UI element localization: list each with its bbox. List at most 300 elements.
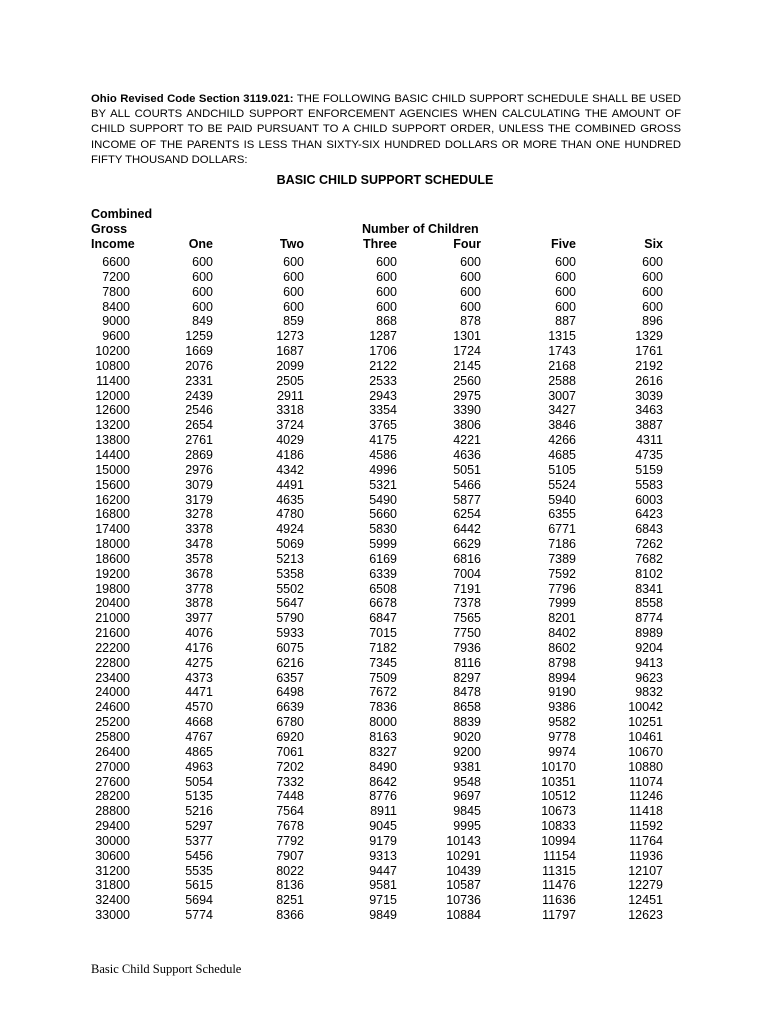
- amount-cell: 3463: [635, 403, 663, 418]
- table-row: [0, 745, 663, 760]
- amount-cell: 4668: [185, 715, 213, 730]
- amount-cell: 7332: [276, 774, 304, 789]
- income-cell: 15600: [95, 477, 130, 492]
- intro-text: THE FOLLOWING BASIC CHILD SUPPORT SCHEDULE SHALL BE USED BY ALL COURTS ANDCHILD SUPPORT ENFORCEMENT AGENCIES WHEN CALCULATING THE AMOUNT OF CHILD SUPPORT TO BE PAID PURSUANT TO A CHILD SUPPORT ORDER, UNLESS THE COMBINED GROSS INCOME OF THE PARENTS IS LESS THAN SIXTY-SIX HUNDRED DOLLARS OR MORE THAN ONE HUNDRED FIFTY THOUSAND DOLLARS:: [91, 93, 681, 166]
- amount-cell: 6003: [635, 492, 663, 507]
- amount-cell: 5940: [548, 492, 576, 507]
- amount-cell: 4342: [276, 462, 304, 477]
- amount-cell: 600: [283, 284, 304, 299]
- header-number-of-children: Number of Children: [362, 222, 479, 236]
- amount-cell: 2560: [453, 373, 481, 388]
- amount-cell: 11797: [542, 908, 576, 923]
- amount-cell: 8658: [453, 700, 481, 715]
- amount-cell: 5216: [185, 804, 213, 819]
- amount-cell: 5054: [185, 774, 213, 789]
- amount-cell: 1287: [369, 329, 397, 344]
- amount-cell: 6920: [276, 730, 304, 744]
- amount-cell: 2122: [369, 358, 397, 373]
- amount-cell: 1273: [276, 329, 304, 344]
- amount-cell: 4767: [185, 730, 213, 744]
- amount-cell: 10351: [541, 774, 576, 789]
- amount-cell: 10736: [446, 893, 481, 908]
- amount-cell: 8402: [548, 626, 576, 641]
- table-row: [0, 448, 663, 463]
- amount-cell: 6847: [369, 611, 397, 626]
- amount-cell: 10670: [628, 744, 663, 759]
- amount-cell: 5774: [185, 908, 213, 923]
- amount-cell: 8102: [635, 566, 663, 581]
- amount-cell: 7389: [548, 551, 576, 566]
- amount-cell: 600: [642, 284, 663, 299]
- amount-cell: 4570: [185, 700, 213, 715]
- table-row: [0, 463, 663, 478]
- amount-cell: 8994: [548, 670, 576, 685]
- income-cell: 7200: [102, 269, 130, 284]
- amount-cell: 12623: [628, 908, 663, 923]
- income-cell: 10200: [95, 344, 130, 359]
- amount-cell: 11418: [629, 804, 663, 819]
- amount-cell: 8989: [635, 626, 663, 641]
- amount-cell: 8602: [548, 640, 576, 655]
- table-row: [0, 314, 663, 329]
- income-cell: 28800: [95, 804, 130, 819]
- income-cell: 29400: [95, 819, 130, 834]
- income-cell: 31800: [95, 878, 130, 893]
- income-cell: 28200: [95, 789, 130, 804]
- amount-cell: 8478: [453, 685, 481, 700]
- income-cell: 30600: [95, 848, 130, 863]
- amount-cell: 7682: [635, 551, 663, 566]
- amount-cell: 8201: [548, 611, 576, 626]
- amount-cell: 8366: [276, 908, 304, 923]
- amount-cell: 4029: [276, 433, 304, 448]
- amount-cell: 10251: [628, 715, 663, 730]
- amount-cell: 6639: [276, 700, 304, 715]
- amount-cell: 7796: [548, 581, 576, 596]
- table-row: [0, 789, 663, 804]
- amount-cell: 600: [460, 284, 481, 299]
- table-row: [0, 522, 663, 537]
- amount-cell: 1743: [548, 344, 576, 359]
- amount-cell: 3678: [185, 566, 213, 581]
- amount-cell: 4996: [369, 462, 397, 477]
- amount-cell: 5297: [185, 819, 213, 834]
- amount-cell: 1706: [369, 344, 397, 359]
- amount-cell: 7015: [369, 626, 397, 641]
- amount-cell: 11246: [629, 789, 663, 804]
- income-cell: 25200: [95, 715, 130, 730]
- column-header-one: One: [188, 237, 213, 251]
- amount-cell: 9849: [369, 908, 397, 923]
- amount-cell: 4266: [548, 433, 576, 448]
- amount-cell: 3007: [548, 388, 576, 403]
- income-cell: 14400: [95, 447, 130, 462]
- table-row: [0, 255, 663, 270]
- amount-cell: 9778: [548, 730, 576, 744]
- amount-cell: 9715: [369, 893, 397, 908]
- income-cell: 11400: [96, 373, 130, 388]
- amount-cell: 3887: [635, 418, 663, 433]
- amount-cell: 7672: [369, 685, 397, 700]
- amount-cell: 8000: [369, 715, 397, 730]
- amount-cell: 10880: [628, 759, 663, 774]
- amount-cell: 600: [555, 284, 576, 299]
- amount-cell: 4311: [636, 433, 663, 448]
- income-cell: 15000: [95, 462, 130, 477]
- amount-cell: 10587: [446, 878, 481, 893]
- amount-cell: 5466: [453, 477, 481, 492]
- income-cell: 22200: [95, 640, 130, 655]
- amount-cell: 5933: [276, 626, 304, 641]
- amount-cell: 2533: [369, 373, 397, 388]
- header-income: Income: [91, 237, 135, 251]
- amount-cell: 5790: [276, 611, 304, 626]
- amount-cell: 3765: [369, 418, 397, 433]
- amount-cell: 878: [460, 314, 481, 329]
- column-header-six: Six: [644, 237, 663, 251]
- amount-cell: 8327: [369, 744, 397, 759]
- table-row: [0, 819, 663, 834]
- income-cell: 19800: [95, 581, 130, 596]
- income-cell: 20400: [95, 596, 130, 611]
- amount-cell: 4865: [185, 744, 213, 759]
- table-row: [0, 626, 663, 641]
- income-cell: 32400: [95, 893, 130, 908]
- amount-cell: 5694: [185, 893, 213, 908]
- amount-cell: 7186: [548, 537, 576, 552]
- amount-cell: 3079: [185, 477, 213, 492]
- amount-cell: 600: [376, 255, 397, 269]
- table-row: [0, 418, 663, 433]
- table-row: [0, 908, 663, 923]
- amount-cell: 11154: [543, 848, 576, 863]
- amount-cell: 10884: [446, 908, 481, 923]
- table-row: [0, 671, 663, 686]
- amount-cell: 7564: [276, 804, 304, 819]
- amount-cell: 2588: [548, 373, 576, 388]
- schedule-table: [0, 255, 663, 923]
- amount-cell: 6254: [453, 507, 481, 522]
- amount-cell: 3724: [276, 418, 304, 433]
- amount-cell: 2654: [185, 418, 213, 433]
- amount-cell: 3778: [185, 581, 213, 596]
- amount-cell: 3878: [185, 596, 213, 611]
- amount-cell: 11592: [629, 819, 663, 834]
- amount-cell: 5647: [276, 596, 304, 611]
- amount-cell: 2331: [185, 373, 213, 388]
- amount-cell: 5069: [276, 537, 304, 552]
- amount-cell: 3806: [453, 418, 481, 433]
- table-row: [0, 700, 663, 715]
- amount-cell: 7792: [276, 833, 304, 848]
- amount-cell: 600: [555, 269, 576, 284]
- amount-cell: 9845: [453, 804, 481, 819]
- amount-cell: 1259: [185, 329, 213, 344]
- page-footer: Basic Child Support Schedule: [91, 962, 242, 976]
- amount-cell: 3578: [185, 551, 213, 566]
- amount-cell: 3354: [369, 403, 397, 418]
- amount-cell: 9581: [369, 878, 397, 893]
- income-cell: 13200: [95, 418, 130, 433]
- amount-cell: 600: [283, 269, 304, 284]
- amount-cell: 8116: [454, 655, 481, 670]
- income-cell: 16800: [95, 507, 130, 522]
- amount-cell: 1301: [453, 329, 481, 344]
- amount-cell: 4176: [185, 640, 213, 655]
- amount-cell: 600: [642, 255, 663, 269]
- amount-cell: 5051: [453, 462, 481, 477]
- table-row: [0, 849, 663, 864]
- amount-cell: 600: [555, 255, 576, 269]
- amount-cell: 7061: [276, 744, 304, 759]
- amount-cell: 2976: [185, 462, 213, 477]
- amount-cell: 7202: [276, 759, 304, 774]
- income-cell: 25800: [95, 730, 130, 744]
- amount-cell: 9190: [548, 685, 576, 700]
- amount-cell: 5830: [369, 522, 397, 537]
- amount-cell: 10461: [628, 730, 663, 744]
- amount-cell: 8776: [369, 789, 397, 804]
- income-cell: 22800: [95, 655, 130, 670]
- amount-cell: 6169: [369, 551, 397, 566]
- amount-cell: 4924: [276, 522, 304, 537]
- income-cell: 6600: [102, 255, 130, 269]
- amount-cell: 9386: [548, 700, 576, 715]
- amount-cell: 3977: [185, 611, 213, 626]
- amount-cell: 9995: [453, 819, 481, 834]
- amount-cell: 12279: [628, 878, 663, 893]
- income-cell: 10800: [95, 358, 130, 373]
- table-row: [0, 775, 663, 790]
- table-row: [0, 478, 663, 493]
- amount-cell: 9413: [635, 655, 663, 670]
- table-row: [0, 656, 663, 671]
- header-gross: Gross: [91, 222, 128, 236]
- amount-cell: 6498: [276, 685, 304, 700]
- amount-cell: 7378: [453, 596, 481, 611]
- amount-cell: 4221: [453, 433, 481, 448]
- amount-cell: 9974: [548, 744, 576, 759]
- table-row: [0, 596, 663, 611]
- amount-cell: 600: [283, 255, 304, 269]
- amount-cell: 5377: [185, 833, 213, 848]
- amount-cell: 11476: [542, 878, 576, 893]
- income-cell: 24600: [95, 700, 130, 715]
- amount-cell: 600: [460, 299, 481, 314]
- amount-cell: 4491: [276, 477, 304, 492]
- intro-paragraph: [91, 92, 681, 168]
- income-cell: 17400: [95, 522, 130, 537]
- amount-cell: 5502: [276, 581, 304, 596]
- income-cell: 31200: [95, 863, 130, 878]
- amount-cell: 7936: [453, 640, 481, 655]
- amount-cell: 10512: [541, 789, 576, 804]
- table-row: [0, 403, 663, 418]
- income-cell: 21600: [95, 626, 130, 641]
- amount-cell: 3278: [185, 507, 213, 522]
- amount-cell: 9020: [453, 730, 481, 744]
- income-cell: 12600: [95, 403, 130, 418]
- amount-cell: 5135: [185, 789, 213, 804]
- amount-cell: 3378: [185, 522, 213, 537]
- amount-cell: 6442: [453, 522, 481, 537]
- amount-cell: 600: [376, 299, 397, 314]
- table-row: [0, 685, 663, 700]
- amount-cell: 5321: [369, 477, 397, 492]
- amount-cell: 7999: [548, 596, 576, 611]
- income-cell: 18600: [95, 551, 130, 566]
- amount-cell: 10673: [541, 804, 576, 819]
- amount-cell: 4963: [185, 759, 213, 774]
- amount-cell: 4636: [453, 447, 481, 462]
- amount-cell: 9548: [453, 774, 481, 789]
- amount-cell: 6216: [276, 655, 304, 670]
- amount-cell: 6075: [276, 640, 304, 655]
- page-title: BASIC CHILD SUPPORT SCHEDULE: [276, 173, 494, 187]
- amount-cell: 11315: [542, 863, 576, 878]
- table-row: [0, 641, 663, 656]
- amount-cell: 2761: [185, 433, 213, 448]
- amount-cell: 2439: [185, 388, 213, 403]
- amount-cell: 1724: [453, 344, 481, 359]
- amount-cell: 9697: [453, 789, 481, 804]
- amount-cell: 5615: [185, 878, 213, 893]
- amount-cell: 4685: [548, 447, 576, 462]
- income-cell: 19200: [95, 566, 130, 581]
- amount-cell: 6355: [548, 507, 576, 522]
- amount-cell: 6816: [453, 551, 481, 566]
- amount-cell: 8911: [370, 804, 397, 819]
- amount-cell: 12451: [628, 893, 663, 908]
- table-row: [0, 567, 663, 582]
- amount-cell: 9832: [635, 685, 663, 700]
- amount-cell: 4175: [369, 433, 397, 448]
- income-cell: 30000: [95, 833, 130, 848]
- amount-cell: 7509: [369, 670, 397, 685]
- amount-cell: 1761: [635, 344, 663, 359]
- amount-cell: 7836: [369, 700, 397, 715]
- amount-cell: 600: [192, 269, 213, 284]
- amount-cell: 6508: [369, 581, 397, 596]
- amount-cell: 2869: [185, 447, 213, 462]
- amount-cell: 4373: [185, 670, 213, 685]
- amount-cell: 7262: [635, 537, 663, 552]
- amount-cell: 600: [460, 269, 481, 284]
- amount-cell: 7345: [369, 655, 397, 670]
- table-row: [0, 730, 663, 745]
- table-row: [0, 300, 663, 315]
- income-cell: 27600: [95, 774, 130, 789]
- income-cell: 13800: [95, 433, 130, 448]
- amount-cell: 2168: [548, 358, 576, 373]
- table-row: [0, 537, 663, 552]
- amount-cell: 2099: [276, 358, 304, 373]
- amount-cell: 6843: [635, 522, 663, 537]
- income-cell: 21000: [95, 611, 130, 626]
- amount-cell: 4780: [276, 507, 304, 522]
- amount-cell: 8341: [635, 581, 663, 596]
- amount-cell: 849: [192, 314, 213, 329]
- amount-cell: 1687: [276, 344, 304, 359]
- income-cell: 33000: [95, 908, 130, 923]
- amount-cell: 7678: [276, 819, 304, 834]
- amount-cell: 10439: [446, 863, 481, 878]
- amount-cell: 887: [555, 314, 576, 329]
- amount-cell: 10833: [541, 819, 576, 834]
- income-cell: 26400: [95, 744, 130, 759]
- amount-cell: 5456: [185, 848, 213, 863]
- amount-cell: 9623: [635, 670, 663, 685]
- amount-cell: 11936: [629, 848, 663, 863]
- amount-cell: 600: [192, 299, 213, 314]
- column-header-three: Three: [362, 237, 397, 251]
- amount-cell: 12107: [628, 863, 663, 878]
- amount-cell: 4586: [369, 447, 397, 462]
- income-cell: 23400: [95, 670, 130, 685]
- column-header-four: Four: [453, 237, 481, 251]
- amount-cell: 600: [642, 299, 663, 314]
- amount-cell: 4635: [276, 492, 304, 507]
- amount-cell: 5877: [453, 492, 481, 507]
- amount-cell: 600: [192, 255, 213, 269]
- amount-cell: 600: [376, 269, 397, 284]
- amount-cell: 1329: [635, 329, 663, 344]
- statute-reference: Ohio Revised Code Section 3119.021:: [91, 93, 294, 105]
- amount-cell: 600: [555, 299, 576, 314]
- table-row: [0, 611, 663, 626]
- amount-cell: 9179: [369, 833, 397, 848]
- amount-cell: 2076: [185, 358, 213, 373]
- amount-cell: 7182: [369, 640, 397, 655]
- amount-cell: 7592: [548, 566, 576, 581]
- amount-cell: 2546: [185, 403, 213, 418]
- amount-cell: 3318: [276, 403, 304, 418]
- table-row: [0, 270, 663, 285]
- amount-cell: 5524: [548, 477, 576, 492]
- amount-cell: 5213: [276, 551, 304, 566]
- amount-cell: 5583: [635, 477, 663, 492]
- amount-cell: 2975: [453, 388, 481, 403]
- amount-cell: 1315: [548, 329, 576, 344]
- amount-cell: 8297: [453, 670, 481, 685]
- amount-cell: 8136: [276, 878, 304, 893]
- amount-cell: 600: [460, 255, 481, 269]
- amount-cell: 6423: [635, 507, 663, 522]
- table-row: [0, 344, 663, 359]
- amount-cell: 8251: [276, 893, 304, 908]
- amount-cell: 2943: [369, 388, 397, 403]
- table-row: [0, 804, 663, 819]
- table-row: [0, 389, 663, 404]
- amount-cell: 4076: [185, 626, 213, 641]
- amount-cell: 3427: [548, 403, 576, 418]
- income-cell: 18000: [95, 537, 130, 552]
- amount-cell: 2505: [276, 373, 304, 388]
- amount-cell: 7907: [276, 848, 304, 863]
- amount-cell: 2911: [277, 388, 304, 403]
- amount-cell: 2616: [635, 373, 663, 388]
- column-header-five: Five: [550, 237, 576, 251]
- amount-cell: 7448: [276, 789, 304, 804]
- income-cell: 27000: [95, 759, 130, 774]
- amount-cell: 4186: [276, 447, 304, 462]
- amount-cell: 5660: [369, 507, 397, 522]
- amount-cell: 7565: [453, 611, 481, 626]
- amount-cell: 8022: [276, 863, 304, 878]
- amount-cell: 3478: [185, 537, 213, 552]
- table-row: [0, 878, 663, 893]
- amount-cell: 6629: [453, 537, 481, 552]
